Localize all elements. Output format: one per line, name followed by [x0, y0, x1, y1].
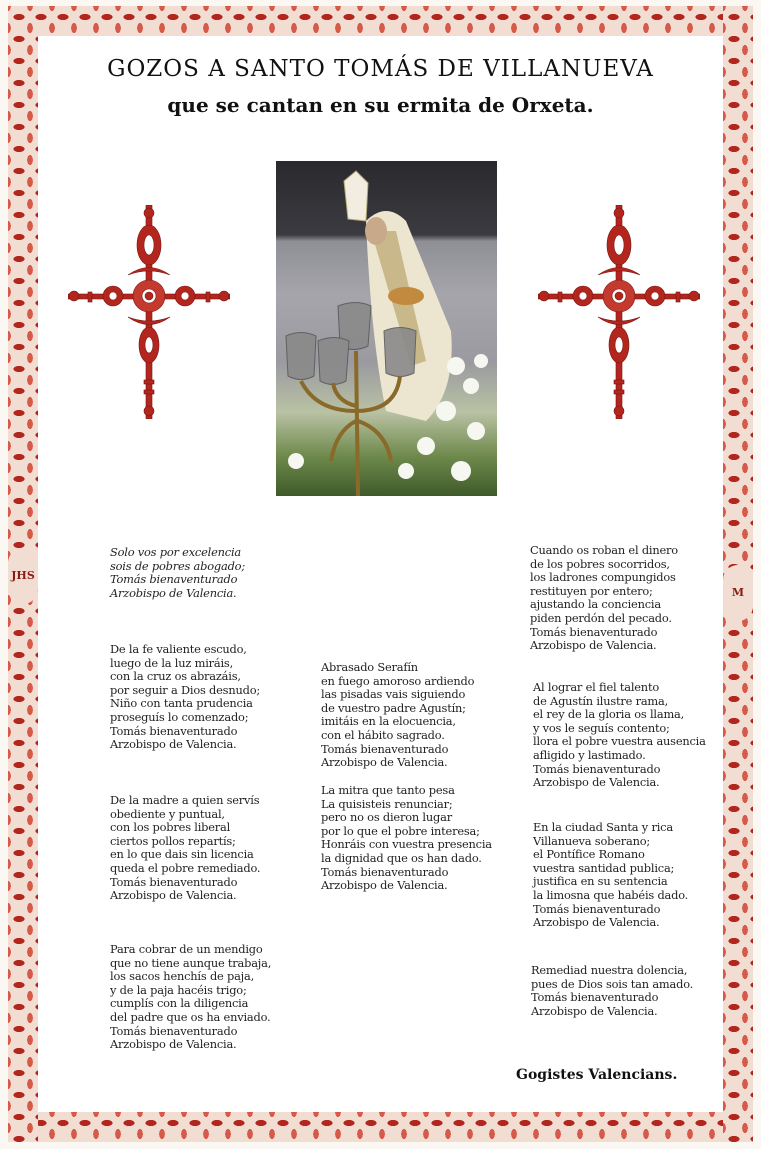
stanza-line: por seguir a Dios desnudo;: [110, 682, 260, 697]
stanza-7: [530, 544, 678, 653]
stanza-line: con la cruz os abrazáis,: [110, 669, 241, 684]
stanza-line: de Agustín ilustre rama,: [533, 693, 669, 708]
ornamental-cross-left-icon: [68, 205, 230, 419]
stanza-8: [533, 681, 706, 790]
stanza-line: Solo vos por excelencia: [110, 545, 241, 559]
stanza-1: [110, 546, 245, 600]
stanza-line: el Pontífice Romano: [533, 847, 645, 862]
stanza-line: pues de Dios sois tan amado.: [531, 976, 694, 991]
stanza-line: en fuego amoroso ardiendo: [321, 673, 475, 688]
stanza-line: queda el pobre remediado.: [110, 860, 261, 875]
stanza-line: de los pobres socorridos,: [530, 556, 670, 571]
stanza-line: Tomás bienaventurado: [110, 572, 238, 587]
stanza-line: de vuestro padre Agustín;: [321, 700, 466, 715]
stanza-line: que no tiene aunque trabaja,: [110, 955, 272, 970]
stanza-line: Niño con tanta prudencia: [110, 696, 253, 711]
stanza-line: Arzobispo de Valencia.: [321, 878, 448, 893]
stanza-line: Remediad nuestra dolencia,: [531, 963, 688, 977]
stanza-line: afligido y lastimado.: [533, 747, 646, 762]
stanza-4: [110, 943, 271, 1052]
stanza-line: Arzobispo de Valencia.: [533, 775, 660, 790]
stanza-line: por lo que el pobre interesa;: [321, 823, 480, 838]
stanza-line: obediente y puntual,: [110, 806, 225, 821]
stanza-line: la dignidad que os han dado.: [321, 850, 482, 865]
saint-statue-photo: [276, 161, 497, 496]
stanza-line: La quisisteis renunciar;: [321, 796, 453, 811]
stanza-line: Honráis con vuestra presencia: [321, 837, 492, 852]
stanza-line: Arzobispo de Valencia.: [110, 1037, 237, 1052]
stanza-line: Arzobispo de Valencia.: [533, 915, 660, 930]
stanza-line: Arzobispo de Valencia.: [110, 888, 237, 903]
stanza-line: Tomás bienaventurado: [533, 761, 661, 776]
stanza-line: cumplís con la diligencia: [110, 996, 249, 1011]
stanza-line: piden perdón del pecado.: [530, 610, 672, 625]
stanza-line: justifica en su sentencia: [533, 874, 668, 889]
stanza-line: Tomás bienaventurado: [321, 741, 449, 756]
stanza-line: Tomás bienaventurado: [531, 990, 659, 1005]
stanza-line: con los pobres liberal: [110, 820, 231, 835]
stanza-line: ajustando la conciencia: [530, 597, 661, 612]
stanza-6: [321, 784, 492, 893]
ornamental-border-bottom: [8, 1112, 753, 1142]
stanza-line: luego de la luz miráis,: [110, 655, 233, 670]
stanza-line: Tomás bienaventurado: [321, 864, 449, 879]
stanza-9: [533, 821, 688, 930]
stanza-line: Al lograr el fiel talento: [533, 680, 659, 694]
stanza-line: en lo que dais sin licencia: [110, 847, 254, 862]
stanza-line: Arzobispo de Valencia.: [110, 585, 237, 600]
stanza-10: [531, 964, 693, 1018]
stanza-line: Tomás bienaventurado: [110, 723, 238, 738]
stanza-line: La mitra que tanto pesa: [321, 783, 455, 797]
stanza-line: Arzobispo de Valencia.: [530, 638, 657, 653]
stanza-line: del padre que os ha enviado.: [110, 1009, 271, 1024]
stanza-line: con el hábito sagrado.: [321, 727, 445, 742]
stanza-line: De la fe valiente escudo,: [110, 642, 247, 656]
stanza-2: [110, 643, 260, 752]
stanza-line: los ladrones compungidos: [530, 570, 676, 585]
stanza-line: la limosna que habéis dado.: [533, 887, 689, 902]
signature: Gogistes Valencians.: [516, 1067, 678, 1083]
page-title: GOZOS A SANTO TOMÁS DE VILLANUEVA: [107, 56, 654, 82]
stanza-line: y de la paja hacéis trigo;: [110, 982, 247, 997]
stanza-3: [110, 794, 260, 903]
stanza-line: Tomás bienaventurado: [533, 901, 661, 916]
marian-monogram-icon: M: [723, 565, 753, 621]
ornamental-cross-right-icon: [538, 205, 700, 419]
stanza-line: sois de pobres abogado;: [110, 558, 245, 573]
stanza-line: las pisadas vais siguiendo: [321, 687, 466, 702]
stanza-line: Tomás bienaventurado: [110, 874, 238, 889]
stanza-line: el rey de la gloria os llama,: [533, 707, 685, 722]
stanza-line: Villanueva soberano;: [533, 833, 651, 848]
stanza-line: Para cobrar de un mendigo: [110, 942, 263, 956]
jhs-monogram-icon: JHS: [8, 548, 38, 604]
stanza-line: ciertos pollos repartís;: [110, 833, 236, 848]
stanza-line: Arzobispo de Valencia.: [321, 755, 448, 770]
stanza-line: vuestra santidad publica;: [533, 860, 675, 875]
stanza-line: los sacos henchís de paja,: [110, 969, 255, 984]
stanza-line: y vos le seguís contento;: [533, 720, 670, 735]
stanza-line: Tomás bienaventurado: [530, 624, 658, 639]
ornamental-border-top: [8, 6, 753, 36]
stanza-line: De la madre a quien servís: [110, 793, 260, 807]
stanza-line: Arzobispo de Valencia.: [531, 1003, 658, 1018]
stanza-line: llora el pobre vuestra ausencia: [533, 734, 706, 749]
stanza-line: proseguís lo comenzado;: [110, 709, 249, 724]
stanza-line: Cuando os roban el dinero: [530, 543, 678, 557]
stanza-line: pero no os dieron lugar: [321, 810, 452, 825]
page-subtitle: que se cantan en su ermita de Orxeta.: [167, 93, 594, 117]
stanza-line: Tomás bienaventurado: [110, 1023, 238, 1038]
stanza-line: Arzobispo de Valencia.: [110, 737, 237, 752]
stanza-line: En la ciudad Santa y rica: [533, 820, 673, 834]
stanza-line: Abrasado Serafín: [321, 660, 418, 674]
stanza-5: [321, 661, 474, 770]
stanza-line: restituyen por entero;: [530, 583, 653, 598]
stanza-line: imitáis en la elocuencia,: [321, 714, 456, 729]
